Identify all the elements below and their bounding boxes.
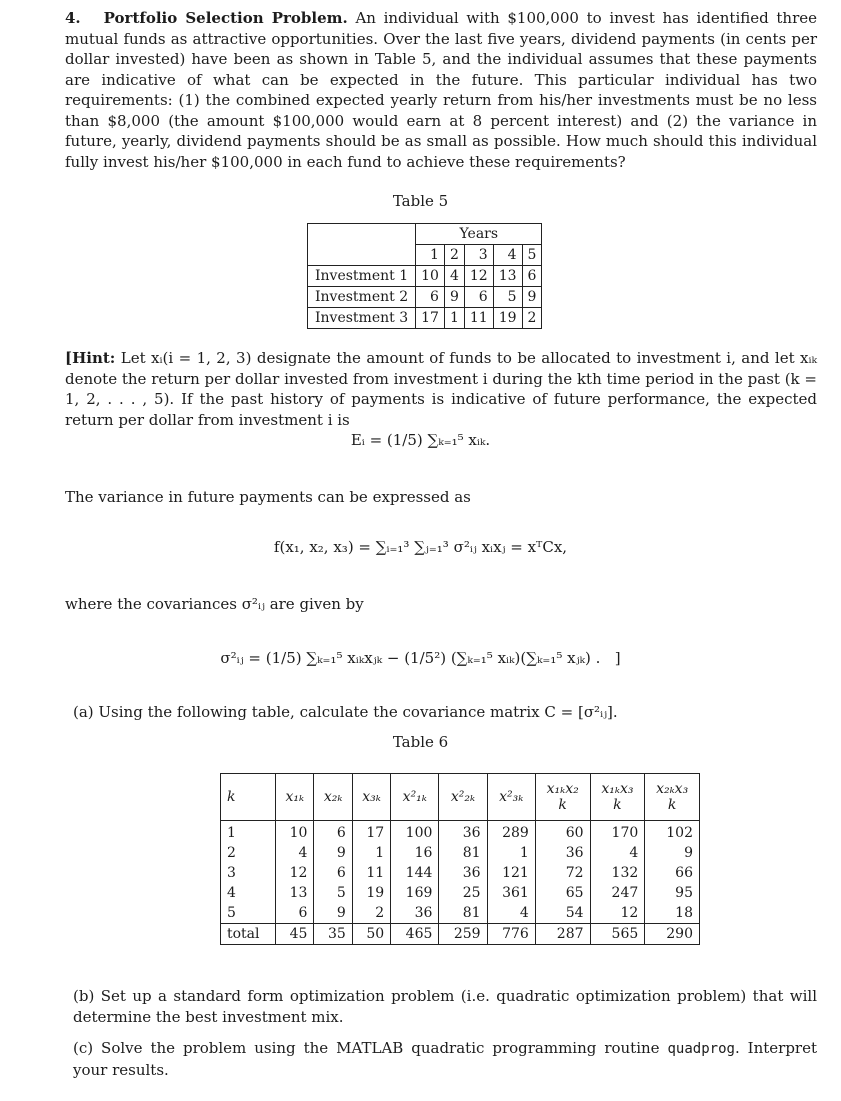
part-a: (a) Using the following table, calculate the covariance matrix C = [σ²ᵢⱼ]. — [73, 703, 618, 721]
table5-row-label: Investment 3 — [308, 308, 416, 329]
hint-text: Let xᵢ(i = 1, 2, 3) designate the amount of funds to be allocated to investment i, and let xᵢₖ denote the return per dollar invested from investment i during the kth time period in the past (k = 1, 2, . . . , 5). If the past history of payments is indicative of future performance, the expected return per dollar from investment i is — [65, 349, 817, 429]
table6-cell: 12 — [590, 903, 645, 924]
table6-header: x₁ₖx₃ k — [590, 774, 645, 821]
variance-text: The variance in future payments can be expressed as — [65, 488, 471, 506]
table6-header: x₁ₖx₂ k — [535, 774, 590, 821]
problem-title: Portfolio Selection Problem. — [103, 9, 348, 27]
table5-row — [308, 287, 542, 308]
table5-cell: 11 — [464, 308, 493, 329]
table6-cell: 289 — [487, 821, 535, 844]
table6-cell: 72 — [535, 863, 590, 883]
table6-cell: 66 — [645, 863, 699, 883]
table6-cell: 65 — [535, 883, 590, 903]
table6-row — [221, 843, 699, 863]
table5-corner — [308, 224, 416, 266]
table6-cell: 25 — [439, 883, 487, 903]
table5-cell: 12 — [464, 266, 493, 287]
part-b-text: (b) Set up a standard form optimization problem (i.e. quadratic optimization problem) that will determine the best investment mix. — [73, 987, 817, 1026]
table6-cell: 11 — [352, 863, 390, 883]
table5-cell: 6 — [522, 266, 542, 287]
hint-close-bracket: ] — [614, 649, 621, 667]
table6-cell: 4 — [276, 843, 314, 863]
table6-cell: 4 — [227, 885, 236, 901]
problem-body: An individual with $100,000 to invest has identified three mutual funds as attractive opportunities. Over the last five years, dividend payments (in cents per dollar invested) have been as shown in Table 5, and the individual assumes that these payments are indicative of what can be expected in the future. This particular individual has two requirements: (1) the combined expected yearly return from his/her investments must be no less than $8,000 (the amount $100,000 would earn at 8 percent interest) and (2) the variance in future, yearly, dividend payments should be as small as possible. How much should this individual fully invest his/her $100,000 in each fund to achieve these requirements? — [65, 9, 817, 171]
table6-cell: 9 — [314, 843, 352, 863]
table6-cell: 132 — [590, 863, 645, 883]
table6-cell: 10 — [276, 821, 314, 844]
table6 — [220, 773, 700, 945]
table6-total-cell: 565 — [590, 924, 645, 945]
table5-years-header: Years — [416, 224, 542, 245]
table6-total-cell: 287 — [535, 924, 590, 945]
problem-number: 4. — [65, 9, 81, 27]
table6-header: x₁ₖ — [276, 774, 314, 821]
table6-cell: 6 — [314, 863, 352, 883]
table6-total-cell: 35 — [314, 924, 352, 945]
part-c — [73, 1038, 817, 1080]
table6-row — [221, 821, 699, 844]
table6-header: x²₂ₖ — [439, 774, 487, 821]
table6-cell: 100 — [391, 821, 439, 844]
table5-row — [308, 266, 542, 287]
table6-total-cell: 290 — [645, 924, 699, 945]
table5-cell: 17 — [416, 308, 445, 329]
table6-cell: 3 — [227, 865, 236, 881]
table6-cell: 95 — [645, 883, 699, 903]
variance-formula-text: f(x₁, x₂, x₃) = ∑ᵢ₌₁³ ∑ⱼ₌₁³ σ²ᵢⱼ xᵢxⱼ = xᵀCx, — [273, 538, 568, 556]
table6-cell: 1 — [487, 843, 535, 863]
table6-total-cell: 259 — [439, 924, 487, 945]
part-c-before: (c) Solve the problem using the MATLAB quadratic programming routine — [73, 1039, 660, 1057]
table6-cell: 5 — [227, 905, 236, 921]
table6-cell: 144 — [391, 863, 439, 883]
table6-cell: 6 — [276, 903, 314, 924]
table6-total-cell: total — [221, 924, 276, 945]
table6-cell: 19 — [352, 883, 390, 903]
table6-cell: 18 — [645, 903, 699, 924]
table6-cell: 36 — [391, 903, 439, 924]
hint-label: [Hint: — [65, 349, 116, 367]
table5-cell: 6 — [464, 287, 493, 308]
expected-return-formula — [0, 430, 841, 451]
table6-cell: 17 — [352, 821, 390, 844]
table5-row — [308, 308, 542, 329]
table5-year-header: 4 — [493, 245, 522, 266]
table5-row-label: Investment 1 — [308, 266, 416, 287]
table6-cell: 170 — [590, 821, 645, 844]
expected-formula-text: Eᵢ = (1/5) ∑ₖ₌₁⁵ xᵢₖ. — [350, 431, 491, 449]
table6-row — [221, 863, 699, 883]
table6-cell: 247 — [590, 883, 645, 903]
table5-year-header: 3 — [464, 245, 493, 266]
table6-cell: 36 — [535, 843, 590, 863]
table5-year-header: 5 — [522, 245, 542, 266]
table6-cell: 81 — [439, 903, 487, 924]
table5-caption: Table 5 — [392, 192, 449, 210]
part-b — [73, 986, 817, 1027]
table5-cell: 6 — [416, 287, 445, 308]
table6-header: k — [221, 774, 276, 821]
table6-cell: 1 — [227, 825, 236, 841]
table6-header: x²₁ₖ — [391, 774, 439, 821]
part-c-after: . Interpret your results. — [73, 1039, 817, 1079]
table5-cell: 19 — [493, 308, 522, 329]
table6-cell: 54 — [535, 903, 590, 924]
table5-cell: 5 — [493, 287, 522, 308]
problem-statement — [65, 8, 817, 172]
table6-cell: 60 — [535, 821, 590, 844]
table6-header: x₂ₖx₃ k — [645, 774, 699, 821]
table6-cell: 12 — [276, 863, 314, 883]
table6-total-cell: 465 — [391, 924, 439, 945]
table6-cell: 169 — [391, 883, 439, 903]
table5-cell: 4 — [444, 266, 464, 287]
table5-cell: 9 — [444, 287, 464, 308]
table6-cell: 2 — [352, 903, 390, 924]
table6-cell: 36 — [439, 821, 487, 844]
covariance-formula — [0, 648, 841, 669]
table5-year-header: 1 — [416, 245, 445, 266]
table6-cell: 5 — [314, 883, 352, 903]
table6-header: x₂ₖ — [314, 774, 352, 821]
hint-paragraph — [65, 348, 817, 430]
table5-cell: 1 — [444, 308, 464, 329]
table6-caption: Table 6 — [392, 733, 449, 751]
table6-cell: 4 — [590, 843, 645, 863]
table6-row — [221, 883, 699, 903]
table5-cell: 10 — [416, 266, 445, 287]
table6-cell: 121 — [487, 863, 535, 883]
variance-formula — [0, 537, 841, 558]
table5-row-label: Investment 2 — [308, 287, 416, 308]
table6-cell: 361 — [487, 883, 535, 903]
table6-header: x₃ₖ — [352, 774, 390, 821]
table6-total-cell: 776 — [487, 924, 535, 945]
table5-cell: 13 — [493, 266, 522, 287]
table6-row — [221, 903, 699, 924]
table6-cell: 6 — [314, 821, 352, 844]
table6-cell: 1 — [352, 843, 390, 863]
table5-cell: 9 — [522, 287, 542, 308]
covariance-formula-text: σ²ᵢⱼ = (1/5) ∑ₖ₌₁⁵ xᵢₖxⱼₖ − (1/5²) (∑ₖ₌₁⁵ xᵢₖ)(∑ₖ₌₁⁵ xⱼₖ) . — [220, 649, 601, 667]
table6-cell: 16 — [391, 843, 439, 863]
table6-cell: 9 — [645, 843, 699, 863]
table5-cell: 2 — [522, 308, 542, 329]
table6-cell: 13 — [276, 883, 314, 903]
table6-cell: 36 — [439, 863, 487, 883]
table6-cell: 102 — [645, 821, 699, 844]
table6-cell: 9 — [314, 903, 352, 924]
table6-total-cell: 45 — [276, 924, 314, 945]
table6-total-cell: 50 — [352, 924, 390, 945]
table5-year-header: 2 — [444, 245, 464, 266]
part-c-code: quadprog — [667, 1041, 735, 1057]
table6-cell: 81 — [439, 843, 487, 863]
table6-total-row — [221, 924, 699, 945]
table6-cell: 4 — [487, 903, 535, 924]
table6-header: x²₃ₖ — [487, 774, 535, 821]
table6-cell: 2 — [227, 845, 236, 861]
covariance-text: where the covariances σ²ᵢⱼ are given by — [65, 595, 364, 613]
table5 — [307, 223, 542, 329]
